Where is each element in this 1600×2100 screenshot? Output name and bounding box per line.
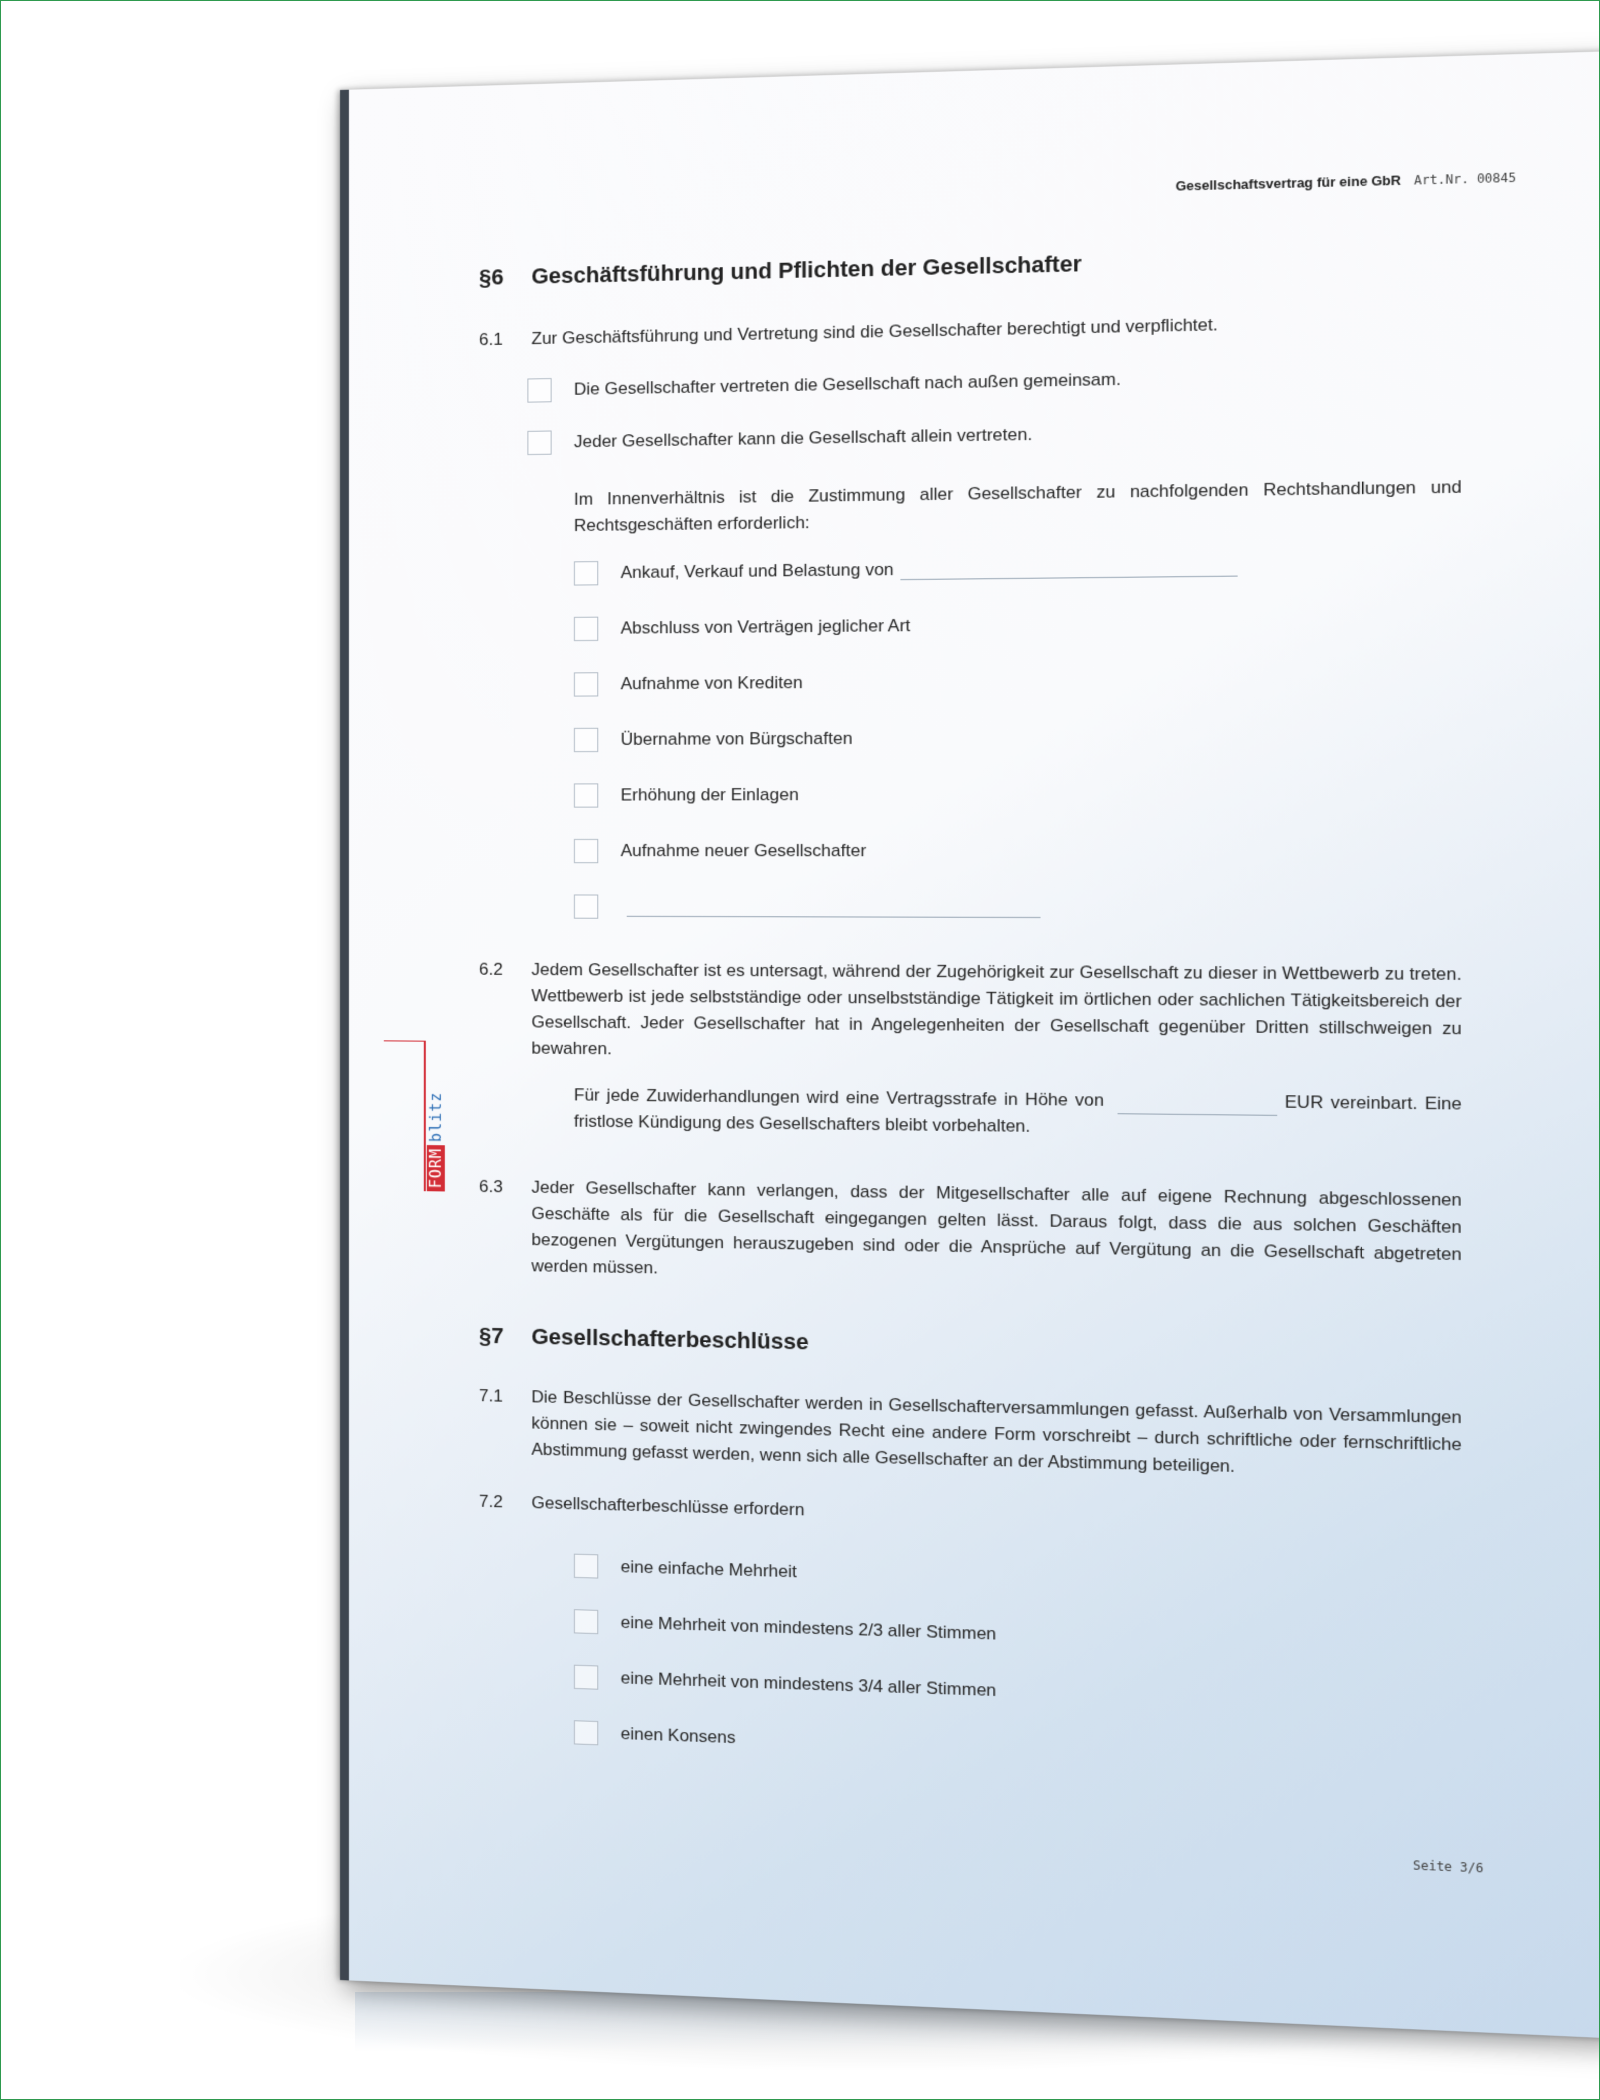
act-option-4[interactable]: [574, 725, 853, 755]
paragraph-6-3-text: Jeder Gesellschafter kann verlangen, dass der Mitgesellschafter alle auf eigene Rechnung abgeschlossenen Geschäfte als für die Gesellschaft eingegangen gelten lässt. Daraus folgt, dass die aus solchen Geschäften bezogenen Vergütungen herauszugeben sind oder die Ansprüche auf Vergütung an die Gesellschaft abgetreten werden müssen.: [531, 1177, 1462, 1278]
majority-option-simple[interactable]: [574, 1552, 797, 1587]
act-option-2[interactable]: [574, 612, 910, 643]
formblitz-logo: [424, 1041, 448, 1192]
act-option-1[interactable]: [574, 552, 1237, 588]
inner-relationship-text: Im Innenverhältnis ist die Zustimmung aller Gesellschafter zu nachfolgenden Rechtshandlungen und Rechtsgeschäften erforderlich:: [573, 477, 1462, 536]
logo-blitz-text: blitz: [426, 1091, 445, 1143]
checkbox[interactable]: [574, 617, 598, 641]
act-label: Erhöhung der Einlagen: [620, 784, 799, 805]
paragraph-6-3-number: 6.3: [479, 1176, 503, 1197]
checkbox[interactable]: [527, 378, 551, 403]
paragraph-7-2-text: Gesellschafterbeschlüsse erfordern: [531, 1492, 805, 1520]
checkbox[interactable]: [574, 783, 598, 807]
penalty-text-before: Für jede Zuwiderhandlungen wird eine Vertragsstrafe in Höhe von: [573, 1085, 1105, 1110]
paragraph-6-2: [479, 957, 1462, 1070]
paragraph-7-1-number: 7.1: [479, 1386, 503, 1406]
act-label: Aufnahme neuer Gesellschafter: [620, 840, 867, 861]
act-option-3[interactable]: [574, 669, 803, 699]
majority-option-consensus[interactable]: [574, 1718, 736, 1752]
paragraph-7-2-number: 7.2: [479, 1491, 503, 1512]
blank-line[interactable]: [627, 897, 1041, 917]
option-allein[interactable]: [527, 420, 1032, 457]
checkbox[interactable]: [574, 672, 598, 696]
act-option-6[interactable]: [574, 837, 866, 866]
section-6-title: Geschäftsführung und Pflichten der Gesellschafter: [531, 250, 1082, 289]
majority-label: eine einfache Mehrheit: [620, 1556, 797, 1582]
option-gemeinsam[interactable]: [527, 365, 1121, 404]
paragraph-7-1: [479, 1383, 1462, 1486]
checkbox[interactable]: [574, 1665, 598, 1690]
checkbox[interactable]: [574, 561, 598, 586]
penalty-text-after: EUR vereinbart. Eine fristlose Kündigung des Gesellschafters bleibt vorbehalten.: [573, 1092, 1462, 1136]
paragraph-6-1: [479, 307, 1462, 354]
checkbox[interactable]: [527, 430, 551, 455]
paragraph-6-2-number: 6.2: [479, 959, 503, 979]
logo-form-text: FORM: [427, 1145, 445, 1192]
paragraph-6-1-text: Zur Geschäftsführung und Vertretung sind die Gesellschafter berechtigt und verpflichtet.: [531, 314, 1218, 349]
majority-option-three-quarters[interactable]: [574, 1663, 996, 1706]
penalty-clause: [574, 1082, 1462, 1145]
section-7-heading: [479, 1323, 809, 1356]
checkbox[interactable]: [574, 894, 598, 918]
section-6-number: §6: [479, 264, 504, 290]
document-header: [1176, 169, 1517, 194]
act-label: Ankauf, Verkauf und Belastung von: [620, 559, 894, 583]
act-label: Aufnahme von Krediten: [620, 672, 803, 694]
act-option-custom[interactable]: [574, 892, 1041, 922]
majority-option-two-thirds[interactable]: [574, 1607, 996, 1649]
majority-label: eine Mehrheit von mindestens 3/4 aller Stimmen: [620, 1668, 997, 1701]
option-label: Jeder Gesellschafter kann die Gesellschaft allein vertreten.: [573, 424, 1033, 452]
act-label: Abschluss von Verträgen jeglicher Art: [620, 615, 911, 638]
header-title: Gesellschaftsvertrag für eine GbR: [1175, 172, 1401, 194]
checkbox[interactable]: [574, 839, 598, 863]
page-number: Seite 3/6: [1412, 1858, 1484, 1876]
paragraph-7-1-text: Die Beschlüsse der Gesellschafter werden in Gesellschafterversammlungen gefasst. Außerhalb von Versammlungen können sie – soweit nicht zwingendes Recht eine andere Form vorschreibt – durch schriftliche oder fernschriftliche Abstimmung gefasst werden, wenn sich alle Gesellschafter an der Abstimmung beteiligen.: [531, 1387, 1462, 1477]
paragraph-7-2: [479, 1489, 1462, 1542]
paragraph-6-1-number: 6.1: [479, 329, 503, 350]
paragraph-6-2-text: Jedem Gesellschafter ist es untersagt, während der Zugehörigkeit zur Gesellschaft zu dieser in Wettbewerb zu treten. Wettbewerb ist jede selbstständige oder unselbstständige Tätigkeit im örtlichen oder sachlichen Tätigkeitsbereich der Gesellschaft. Jeder Gesellschafter hat in Angelegenheiten der Gesellschaft gegenüber Dritten stillschweigen zu bewahren.: [531, 959, 1462, 1059]
checkbox[interactable]: [574, 1609, 598, 1634]
act-option-5[interactable]: [574, 781, 799, 810]
document-page: [340, 51, 1600, 2038]
checkbox[interactable]: [574, 1720, 598, 1745]
section-6-heading: [479, 251, 1082, 291]
checkbox[interactable]: [574, 728, 598, 752]
section-7-number: §7: [479, 1322, 504, 1349]
penalty-amount-blank[interactable]: [1118, 1095, 1278, 1116]
option-label: Die Gesellschafter vertreten die Gesellschaft nach außen gemeinsam.: [573, 369, 1121, 399]
majority-label: eine Mehrheit von mindestens 2/3 aller Stimmen: [620, 1612, 997, 1644]
brand-rule: [384, 1040, 424, 1041]
section-7-title: Gesellschafterbeschlüsse: [531, 1323, 809, 1355]
paragraph-6-3: [479, 1174, 1462, 1296]
majority-label: einen Konsens: [620, 1723, 736, 1748]
document-page-wrapper: [340, 51, 1600, 2049]
blank-line[interactable]: [900, 556, 1237, 579]
act-label: Übernahme von Bürgschaften: [620, 728, 853, 749]
checkbox[interactable]: [574, 1554, 598, 1579]
header-article-number: Art.Nr. 00845: [1414, 170, 1517, 188]
